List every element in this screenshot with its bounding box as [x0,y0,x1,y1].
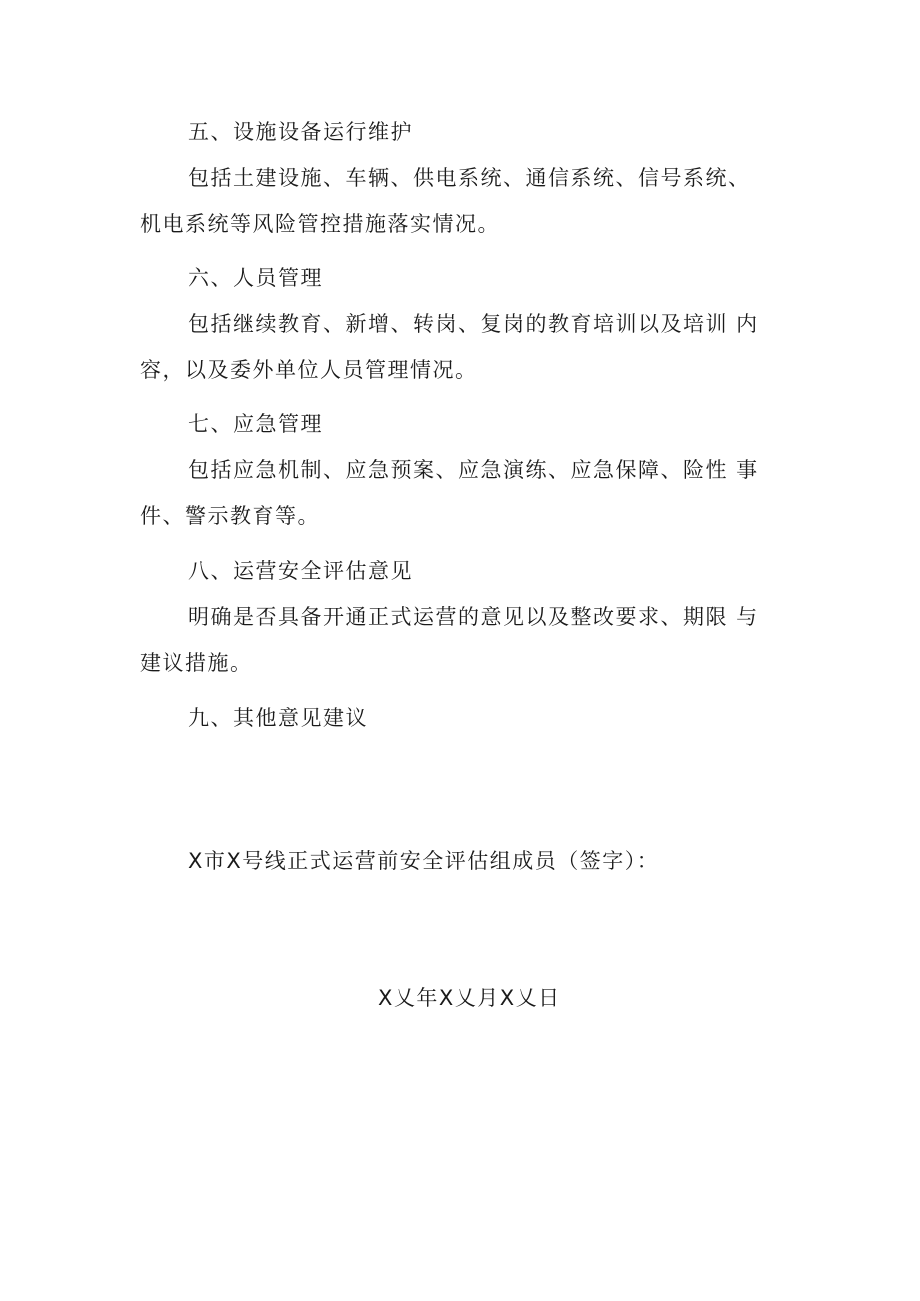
section-7-body-line-1: 包括应急机制、应急预案、应急演练、应急保障、险性 事 [188,458,759,482]
section-9-heading: 九、其他意见建议 [188,706,368,730]
section-5-body-line-1: 包括土建设施、车辆、供电系统、通信系统、信号系统、 [188,166,751,190]
section-8-body-line-2: 建议措施。 [140,651,253,675]
section-8-body-line-1: 明确是否具备开通正式运营的意见以及整改要求、期限 与 [188,605,759,629]
section-6-body-line-2: 容，以及委外单位人员管理情况。 [140,358,478,382]
section-7-heading: 七、应急管理 [188,412,323,436]
section-5-heading: 五、设施设备运行维护 [188,120,413,144]
section-7-body-line-2: 件、警示教育等。 [140,504,320,528]
section-8-heading: 八、运营安全评估意见 [188,559,413,583]
signature-line: X市X号线正式运营前安全评估组成员（签字）： [188,849,660,873]
date-line: X乂年X乂月X乂日 [378,986,561,1010]
section-6-heading: 六、人员管理 [188,266,323,290]
section-6-body-line-1: 包括继续教育、新增、转岗、复岗的教育培训以及培训 内 [188,312,759,336]
section-5-body-line-2: 机电系统等风险管控措施落实情况。 [140,212,500,236]
